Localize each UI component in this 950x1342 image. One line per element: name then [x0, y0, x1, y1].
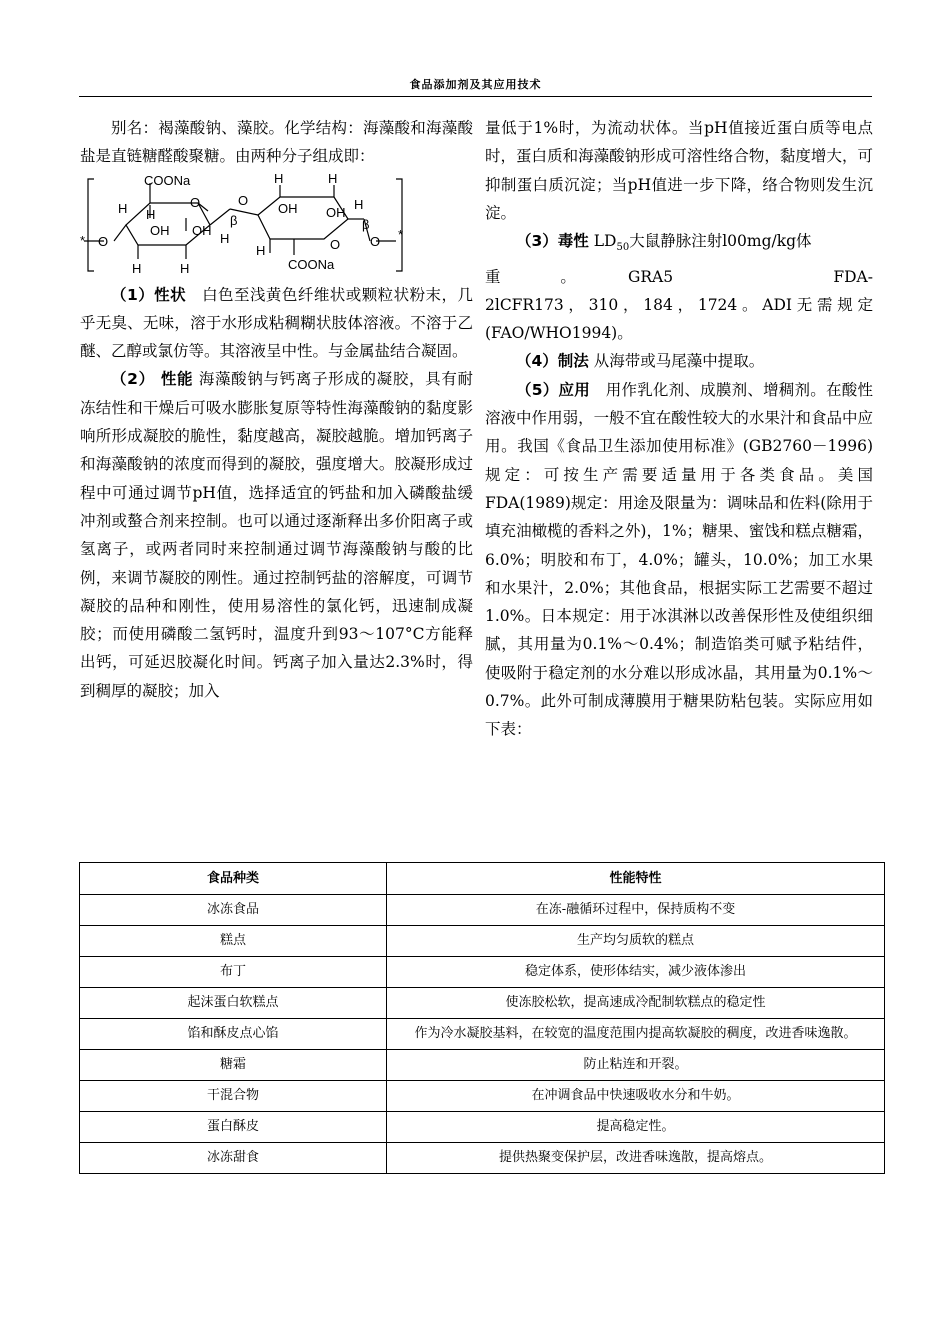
ld-subscript: 50 — [616, 242, 630, 254]
application-table — [79, 862, 885, 1174]
section-3-text-b: 2lCFR173，310，184，1724。ADI无需规定(FAO/WHO1994)。 — [485, 295, 873, 343]
h-ring2-top-a: H — [274, 172, 284, 186]
oh-ring1-a: OH — [150, 222, 170, 238]
star-right: * — [398, 226, 404, 242]
h-ring2-top-b: H — [328, 172, 338, 186]
food-type-cell: 冰冻甜食 — [80, 1143, 387, 1174]
table-header-row — [80, 863, 885, 895]
section-3-line-2: 重 。 GRA5 FDA- — [485, 267, 873, 286]
section-1-label: （1）性状 — [111, 285, 187, 304]
property-cell: 在冲调食品中快速吸收水分和牛奶。 — [387, 1081, 885, 1112]
property-cell: 作为冷水凝胶基料，在较宽的温度范围内提高软凝胶的稠度，改进香味逸散。 — [387, 1019, 885, 1050]
oh-ring1-b: OH — [192, 222, 212, 238]
table-row — [80, 895, 885, 926]
o-ring1: O — [190, 194, 201, 210]
section-1-text: 白色至浅黄色纤维状或颗粒状粉末，几乎无臭、无味，溶于水形成粘稠糊状肢体溶液。不溶于乙醚、乙醇或氯仿等。其溶液呈中性。与金属盐结合凝固。 — [80, 285, 473, 361]
property-cell: 在冻-融循环过程中，保持质构不变 — [387, 895, 885, 926]
section-2-paragraph — [80, 365, 473, 705]
section-4-label: （4）制法 — [516, 352, 589, 371]
left-column — [80, 114, 473, 705]
section-3-paragraph — [485, 227, 873, 262]
table-row — [80, 957, 885, 988]
section-3-text-a: 大鼠静脉注射l00mg/kg体 — [629, 232, 812, 251]
table-row — [80, 1019, 885, 1050]
section-5-label: （5）应用 — [516, 380, 590, 399]
h-left-top: H — [118, 200, 128, 216]
alginate-structure-diagram — [80, 173, 410, 277]
property-cell: 提供热聚变保护层，改进香味逸散，提高熔点。 — [387, 1143, 885, 1174]
oh-ring2-a: OH — [278, 200, 298, 216]
property-cell: 防止粘连和开裂。 — [387, 1050, 885, 1081]
property-cell: 使冻胶松软，提高速成冷配制软糕点的稳定性 — [387, 988, 885, 1019]
h-ring1-bottom-a: H — [132, 260, 142, 276]
property-cell: 稳定体系，使形体结实，减少液体渗出 — [387, 957, 885, 988]
property-cell: 提高稳定性。 — [387, 1112, 885, 1143]
continued-paragraph: 量低于1%时，为流动状体。当pH值接近蛋白质等电点时，蛋白质和海藻酸钠形成可溶性络合物，黏度增大，可抑制蛋白质沉淀；当pH值进一步下降，络合物则发生沉淀。 — [485, 119, 873, 222]
header-title: 食品添加剂及其应用技术 — [409, 78, 542, 91]
table-row — [80, 988, 885, 1019]
o-ring2: O — [330, 236, 341, 252]
table-row — [80, 926, 885, 957]
header-food-type: 食品种类 — [80, 863, 387, 895]
o-left: O — [98, 233, 109, 249]
food-type-cell: 起沫蛋白软糕点 — [80, 988, 387, 1019]
food-type-cell: 冰冻食品 — [80, 895, 387, 926]
o-link: O — [238, 192, 249, 208]
food-type-cell: 糕点 — [80, 926, 387, 957]
oh-ring2-b: OH — [326, 204, 346, 220]
o-right: O — [370, 233, 381, 249]
section-4-paragraph — [485, 347, 873, 375]
section-2-text: 海藻酸钠与钙离子形成的凝胶，具有耐冻结性和干燥后可吸水膨胀复原等特性海藻酸钠的黏度影响所形成凝胶的脆性，黏度越高，凝胶越脆。增加钙离子和海藻酸钠的浓度而得到的凝胶，强度增大。胶凝形成过程中可通过调节pH值，选择适宜的钙盐和加入磷酸盐缓冲剂或螯合剂来控制。也可以通过逐渐释出多价阳离子或氢离子，或两者同时来控制通过调节海藻酸钠与酸的比例，来调节凝胶的刚性。通过控制钙盐的溶解度，可调节凝胶的品种和刚性，使用易溶性的氯化钙，迅速制成凝胶；而使用磷酸二氢钙时，温度升到93～107°C方能释出钙，可延迟胶凝化时间。钙离子加入量达2.3%时，得到稠厚的凝胶；加入 — [80, 370, 473, 700]
beta-1: β — [230, 212, 238, 228]
table-row — [80, 1081, 885, 1112]
table-row — [80, 1112, 885, 1143]
section-3-label: （3）毒性 — [516, 232, 589, 251]
food-type-cell: 蛋白酥皮 — [80, 1112, 387, 1143]
h-ring1-bottom-b: H — [180, 260, 190, 276]
section-5-paragraph — [485, 376, 873, 744]
section-4-text: 从海带或马尾藻中提取。 — [593, 352, 765, 371]
coona-bottom-label: COONa — [288, 256, 335, 272]
property-cell: 生产均匀质软的糕点 — [387, 926, 885, 957]
food-type-cell: 馅和酥皮点心馅 — [80, 1019, 387, 1050]
right-column — [485, 114, 873, 744]
beta-2: β — [362, 216, 370, 232]
header-property: 性能特性 — [387, 863, 885, 895]
table-row — [80, 1143, 885, 1174]
table-row — [80, 1050, 885, 1081]
section-1-paragraph — [80, 281, 473, 366]
coona-top-label: COONa — [144, 172, 191, 188]
h-ring1-right: H — [220, 230, 230, 246]
section-2-label: （2） 性能 — [111, 370, 194, 389]
page-header — [79, 74, 872, 97]
food-type-cell: 糖霜 — [80, 1050, 387, 1081]
intro-paragraph: 别名：褐藻酸钠、藻胶。化学结构：海藻酸和海藻酸盐是直链糖醛酸聚糖。由两种分子组成即： — [80, 119, 473, 166]
h-ring2-left: H — [256, 242, 266, 258]
food-type-cell: 布丁 — [80, 957, 387, 988]
h-ring2-right: H — [354, 196, 364, 212]
food-type-cell: 干混合物 — [80, 1081, 387, 1112]
star-left: * — [80, 232, 86, 248]
section-5-text: 用作乳化剂、成膜剂、增稠剂。在酸性溶液中作用弱，一般不宜在酸性较大的水果汁和食品中应用。我国《食品卫生添加使用标准》(GB2760－1996)规定：可按生产需要适量用于各类食品。美国FDA(1989)规定：用途及限量为：调味品和佐料(除用于填充油橄榄的香料之外)，1%；糖果、蜜饯和糕点糖霜，6.0%；明胶和布丁，4.0%；罐头，10.0%；加工水果和水果汁，2.0%；其他食品，根据实际工艺需要不超过1.0%。日本规定：用于冰淇淋以改善保形性及使组织细腻，其用量为0.1%～0.4%；制造馅类可赋予粘结件，使吸附于稳定剂的水分难以形成冰晶，其用量为0.1%～0.7%。此外可制成薄膜用于糖果防粘包装。实际应用如下表： — [485, 380, 873, 739]
h-left-mid: H — [146, 206, 156, 222]
ld-label: LD — [593, 232, 617, 251]
